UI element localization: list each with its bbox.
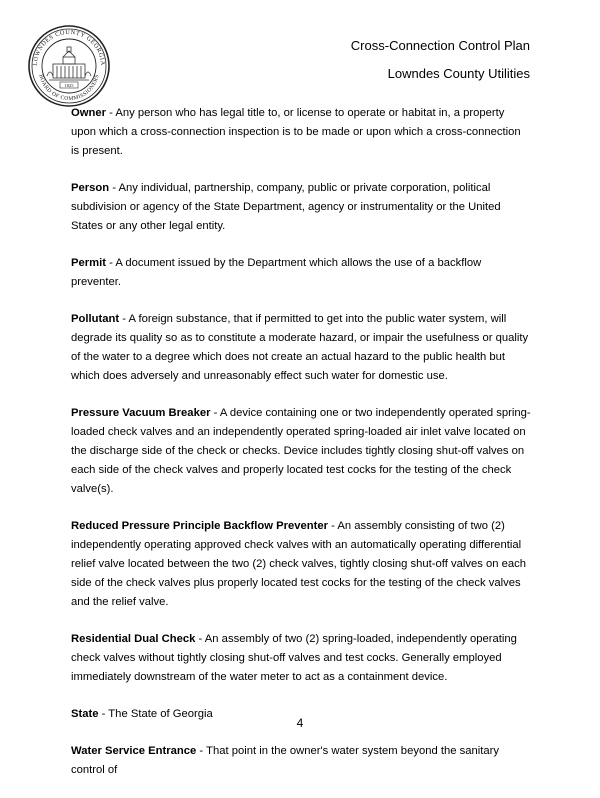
definition-term: Permit (71, 257, 107, 269)
county-seal-logo (27, 24, 111, 108)
page-header (351, 37, 530, 83)
svg-text:BOARD OF COMMISSIONERS: BOARD OF COMMISSIONERS (37, 73, 101, 103)
definition-text: - Any person who has legal title to, or license to operate or habitat in, a property upon which a cross-connection inspection is to be made or upon which a cross-connection is present. (71, 107, 521, 157)
definition-text: - A device containing one or two independently operated spring-loaded check valves and an independently operated spring-loaded air inlet valve located on the discharge side of the check or checks. Device includes tightly closing shut-off valves on each side of the check valves and properly located test cocks for the testing of the check valve(s). (71, 407, 531, 495)
definition-paragraph (71, 104, 531, 161)
svg-text:LOWNDES COUNTY GEORGIA: LOWNDES COUNTY GEORGIA (31, 28, 107, 67)
document-title: Cross-Connection Control Plan (350, 38, 530, 53)
organization-name: Lowndes County Utilities (387, 66, 530, 81)
definition-text: - A document issued by the Department which allows the use of a backflow preventer. (71, 257, 482, 288)
definitions-list (71, 104, 531, 798)
definition-term: Pollutant (71, 313, 120, 325)
svg-text:1825: 1825 (64, 83, 74, 88)
definition-paragraph (71, 179, 531, 236)
definition-term: Person (71, 182, 110, 194)
definition-paragraph (71, 404, 531, 499)
definition-term: Pressure Vacuum Breaker (71, 407, 211, 419)
page-number: 4 (296, 716, 304, 730)
definition-term: State (71, 708, 99, 720)
definition-text: - That point in the owner's water system beyond the sanitary control of (71, 745, 499, 776)
definition-text: - A foreign substance, that if permitted to get into the public water system, will degrade its quality so as to constitute a moderate hazard, or impair the usefulness or quality of the water to a degree which does not create an actual hazard to the public health but which does adversely and unreasonably effect such water for domestic use. (71, 313, 529, 382)
definition-text: - An assembly consisting of two (2) independently operating approved check valves with an automatically operating differential relief valve located between the two (2) check valves, tightly closing shut-off valves on each side of the check valves plus properly located test cocks for the testing of the check valves and the relief valve. (71, 520, 527, 608)
definition-paragraph (71, 310, 531, 386)
definition-paragraph (71, 517, 531, 612)
definition-text: - Any individual, partnership, company, public or private corporation, political subdivision or agency of the State Department, agency or instrumentality or the United States or any other legal entity. (71, 182, 501, 232)
definition-paragraph (71, 742, 531, 780)
definition-paragraph (71, 630, 531, 687)
definition-paragraph (71, 254, 531, 292)
definition-term: Water Service Entrance (71, 745, 197, 757)
definition-term: Owner (71, 107, 107, 119)
definition-text: - An assembly of two (2) spring-loaded, independently operating check valves without tightly closing shut-off valves and test cocks. Generally employed immediately downstream of the water meter to act as a containment device. (71, 633, 517, 683)
definition-text: - The State of Georgia (98, 708, 213, 720)
definition-term: Residential Dual Check (71, 633, 196, 645)
definition-term: Reduced Pressure Principle Backflow Preventer (71, 520, 328, 532)
